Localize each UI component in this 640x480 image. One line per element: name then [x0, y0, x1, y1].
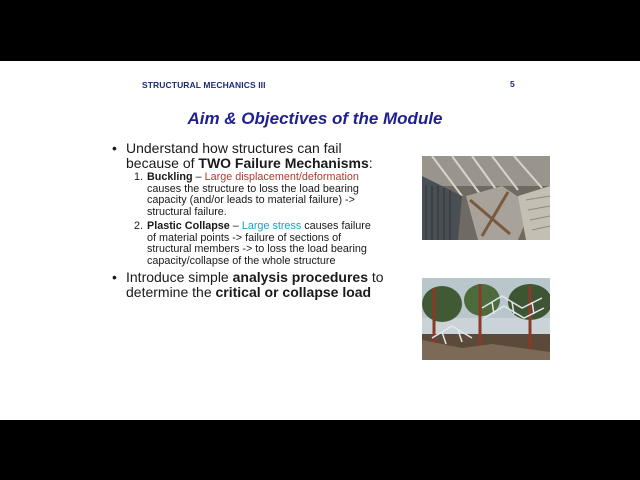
sub-line: of material points -> failure of sections of	[147, 231, 342, 244]
item-number: 2.	[134, 219, 144, 232]
sub-line: structural members -> to loss the load bearing	[147, 243, 367, 256]
slide	[0, 61, 640, 420]
bullet-dot-icon: •	[112, 140, 117, 156]
bold-text: analysis procedures	[232, 268, 369, 285]
buckled-structure-image	[422, 156, 550, 240]
highlight-text: Large stress	[241, 219, 302, 232]
course-header: STRUCTURAL MECHANICS III	[142, 80, 266, 90]
bullet-line: determine the critical or collapse load	[126, 283, 372, 300]
bullet-analysis-procedures	[112, 270, 432, 300]
bullet-line: Introduce simple analysis procedures to	[126, 268, 384, 285]
sub-line: causes the structure to loss the load bearing	[147, 182, 359, 195]
bold-text: critical or collapse load	[215, 283, 372, 300]
bold-text: TWO Failure Mechanisms	[198, 155, 369, 171]
sub-line: capacity/collapse of the whole structure	[147, 254, 336, 267]
sub-line: capacity (and/or leads to material failure) ->	[147, 194, 355, 207]
bullet-failure-mechanisms	[112, 141, 432, 171]
slide-title: Aim & Objectives of the Module	[187, 109, 443, 128]
item-label: Buckling	[147, 171, 193, 183]
sub-item-plastic-collapse	[112, 221, 432, 268]
slide-content	[112, 141, 432, 300]
item-number: 1.	[134, 171, 144, 183]
highlight-text: Large displacement/deformation	[204, 171, 359, 183]
bullet-dot-icon: •	[112, 268, 117, 285]
bullet-line: Understand how structures can fail	[126, 140, 342, 156]
page-number: 5	[510, 79, 515, 89]
sub-line: structural failure.	[147, 206, 227, 219]
item-label: Plastic Collapse	[147, 219, 230, 232]
collapsed-truss-image	[422, 278, 550, 360]
bullet-line: because of TWO Failure Mechanisms:	[126, 155, 373, 171]
sub-line: Plastic Collapse – Large stress causes failure	[147, 219, 371, 232]
sub-line: Buckling – Large displacement/deformation	[147, 171, 359, 183]
sub-item-buckling	[112, 172, 432, 219]
